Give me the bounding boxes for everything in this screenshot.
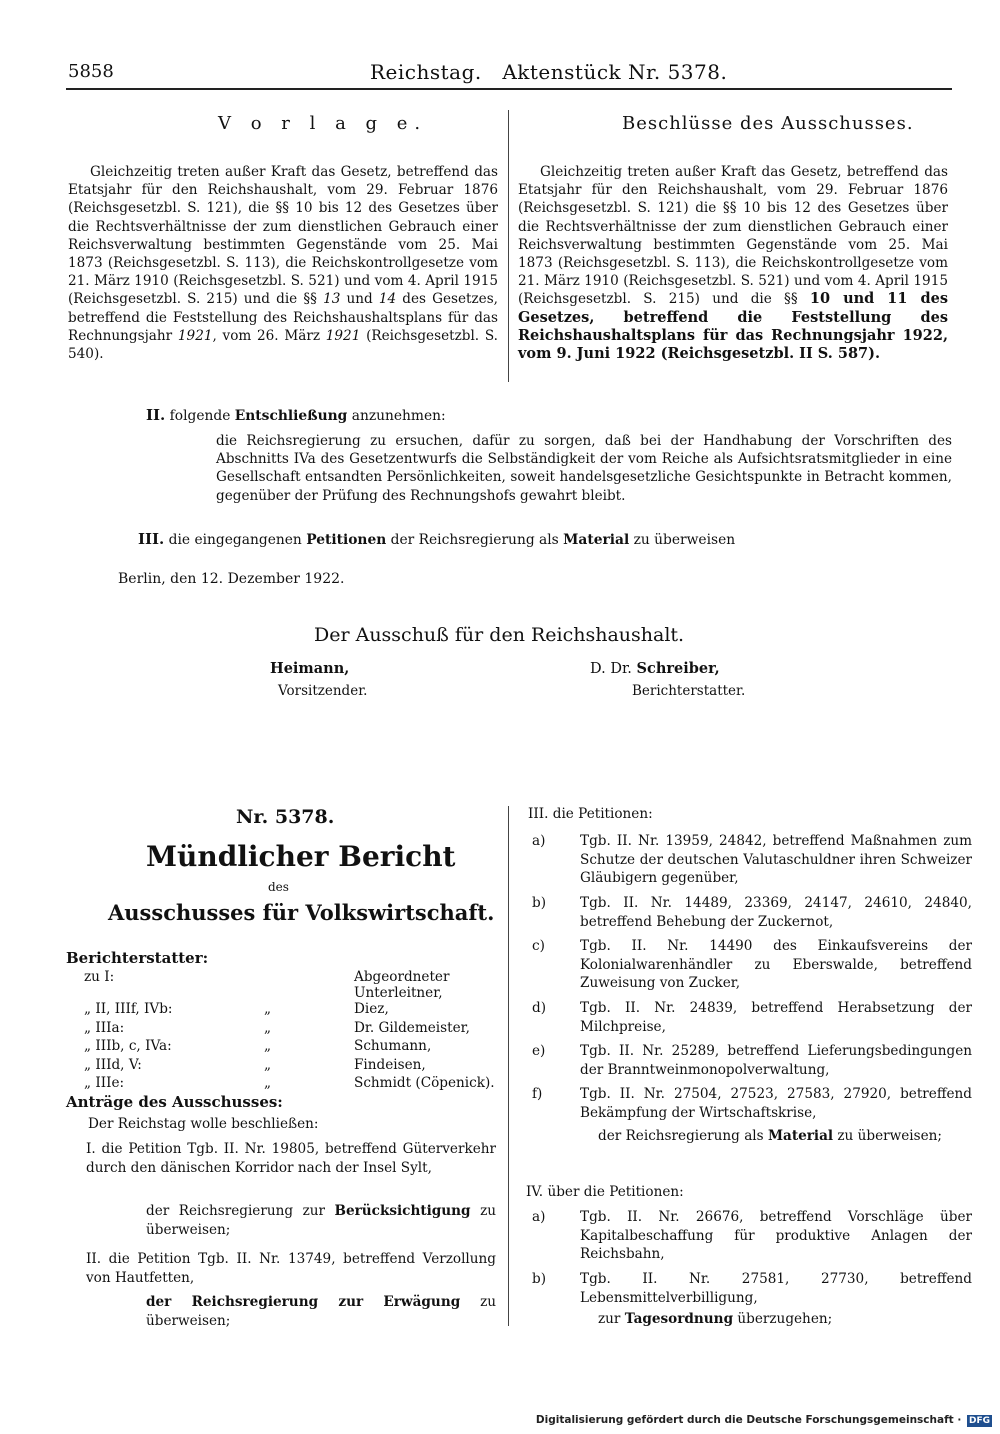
vorlage-heading: V o r l a g e.: [218, 113, 428, 134]
section-iii-numeral: III.: [138, 530, 165, 548]
section-iii-text-c: zu überweisen: [629, 532, 736, 548]
petition-item: [532, 937, 972, 993]
petition-letter: e): [532, 1043, 546, 1059]
item-iii-c-a: der Reichsregierung als: [598, 1128, 768, 1144]
item-iv-conclusion: [598, 1310, 948, 1329]
report-committee: Ausschusses für Volkswirtschaft.: [108, 900, 495, 925]
item-ii-c-b: zu überweisen;: [146, 1294, 496, 1329]
item-i-c-b: zu überweisen;: [146, 1203, 496, 1238]
rapporteur-ditto: „: [264, 1056, 272, 1073]
place-date: Berlin, den 12. Dezember 1922.: [118, 571, 345, 587]
item-ii-c-bold: der Reichsregierung zur Erwägung: [146, 1294, 461, 1310]
page-number: 5858: [68, 61, 114, 82]
vorlage-text-1: Gleichzeitig treten außer Kraft das Gesetz, betreffend das Etatsjahr für den Reichshaushalt, vom 29. Februar 1876 (Reichsgesetzbl. S. 121), die §§ 10 bis 12 des Gesetzes über die Rechtsverhältnisse der zum dienstlichen Gebrauch einer Reichsverwaltung bestimmten Gegenstände vom 25. Mai 1873 (Reichsgesetzbl. S. 113), die Reichskontrollgesetze vom 21. März 1910 (Reichsgesetzbl. S. 521) und vom 4. April 1915 (Reichsgesetzbl. S. 215) und die §§: [68, 164, 498, 308]
petition-text: Tgb. II. Nr. 13959, 24842, betreffend Maßnahmen zum Schutze der deutschen Valutaschuldner ihren Schweizer Gläubigern gegenüber,: [580, 833, 972, 887]
rapporteur-name-cell: Schmidt (Cöpenick).: [354, 1075, 495, 1092]
section-iii-bold-a: Petitionen: [306, 532, 387, 548]
petition-letter: b): [532, 895, 547, 911]
rapporteurs-heading: Berichterstatter:: [66, 949, 209, 967]
rapporteur-role: Berichterstatter.: [632, 683, 746, 699]
petition-text: Tgb. II. Nr. 26676, betreffend Vorschläge über Kapitalbeschaffung für produktive Anlagen der Reichsbahn,: [580, 1209, 972, 1263]
vorlage-italic-13: 13: [323, 291, 341, 308]
petition-item: [532, 1042, 972, 1079]
committee-name: Der Ausschuß für den Reichshaushalt.: [314, 624, 685, 646]
rapporteur-name-cell: Dr. Gildemeister,: [354, 1019, 470, 1036]
petition-item: [532, 1270, 972, 1307]
petition-letter: c): [532, 938, 545, 954]
petition-text: Tgb. II. Nr. 25289, betreffend Lieferungsbedingungen der Branntweinmonopolverwaltung,: [580, 1043, 972, 1078]
petition-item: [532, 832, 972, 888]
report-number: Nr. 5378.: [236, 806, 335, 828]
petition-item: [532, 999, 972, 1036]
vorlage-paragraph: [68, 163, 498, 363]
rapporteur-ref: „ IIIe:: [84, 1075, 125, 1092]
item-iii-c-b: zu überweisen;: [833, 1128, 943, 1144]
petition-text: Tgb. II. Nr. 24839, betreffend Herabsetzung der Milchpreise,: [580, 1000, 972, 1035]
item-iv-heading: IV. über die Petitionen:: [526, 1184, 684, 1200]
section-ii-numeral: II.: [146, 406, 166, 424]
section-ii-text-a: folgende: [169, 408, 235, 424]
rapporteur-ref: „ IIIb, c, IVa:: [84, 1038, 172, 1055]
item-ii-text: II. die Petition Tgb. II. Nr. 13749, betreffend Verzollung von Hautfetten,: [86, 1251, 496, 1286]
rapporteur-ref: „ IIId, V:: [84, 1056, 142, 1073]
item-ii-conclusion: [146, 1293, 496, 1330]
item-iv-c-b: überzugehen;: [733, 1311, 833, 1327]
vorlage-italic-year: 1921: [177, 327, 213, 344]
section-ii-text-b: anzunehmen:: [347, 408, 446, 424]
vorlage-italic-14: 14: [378, 291, 397, 308]
petition-letter: a): [532, 833, 546, 849]
section-iii: [138, 530, 735, 548]
rapporteurs-table: [84, 969, 534, 1094]
petition-text: Tgb. II. Nr. 27581, 27730, betreffend Lebensmittelverbilligung,: [580, 1271, 972, 1306]
rapporteur-ref: „ IIIa:: [84, 1019, 125, 1036]
rapporteur-ref: zu I:: [84, 969, 115, 985]
column-separator: [508, 110, 509, 382]
rapporteur-row: [84, 969, 534, 1001]
item-i-conclusion: [146, 1202, 496, 1239]
vorlage-text-5: (Reichsgesetzbl. S. 540).: [68, 327, 498, 363]
chair-name: Heimann,: [270, 660, 350, 677]
report-des: des: [268, 880, 289, 894]
petition-item: [532, 1085, 972, 1122]
item-iii-conclusion: [598, 1127, 948, 1146]
petition-letter: b): [532, 1271, 547, 1287]
petition-letter: d): [532, 1000, 547, 1016]
running-title: Reichstag. Aktenstück Nr. 5378.: [370, 60, 728, 84]
rapporteur-name-cell: Findeisen,: [354, 1056, 426, 1073]
motions-intro: Der Reichstag wolle beschließen:: [88, 1116, 319, 1132]
rapporteur-signature: [590, 660, 720, 677]
item-i-c-a: der Reichsregierung zur: [146, 1203, 335, 1219]
item-i-c-bold: Berücksichtigung: [334, 1203, 471, 1219]
petition-letter: f): [532, 1086, 543, 1102]
vorlage-text-2: und: [340, 291, 379, 308]
rapporteur-ditto: „: [264, 1075, 272, 1092]
rapporteur-prefix: D. Dr.: [590, 661, 637, 677]
rapporteur-name-cell: Abgeordneter Unterleitner,: [354, 969, 450, 1001]
beschluesse-heading: Beschlüsse des Ausschusses.: [622, 113, 914, 134]
section-iii-bold-b: Material: [563, 532, 630, 548]
item-iii-heading: III. die Petitionen:: [528, 806, 653, 822]
item-i-text: I. die Petition Tgb. II. Nr. 19805, betreffend Güterverkehr durch den dänischen Korridor nach der Insel Sylt,: [86, 1141, 496, 1176]
dfg-logo: DFG: [968, 1416, 990, 1426]
rapporteur-row: [84, 1020, 534, 1039]
rapporteur-name-cell: Schumann,: [354, 1038, 432, 1055]
petition-text: Tgb. II. Nr. 14490 des Einkaufsvereins der Kolonialwarenhändler zu Eberswalde, betreffend Zuweisung von Zucker,: [580, 938, 972, 992]
section-ii-bold: Entschließung: [234, 408, 348, 424]
rapporteur-row: [84, 1038, 534, 1057]
vorlage-text-4: , vom 26. März: [212, 327, 326, 344]
footer-text: Digitalisierung gefördert durch die Deutsche Forschungsgemeinschaft: [535, 1414, 954, 1426]
rapporteur-ditto: „: [264, 1001, 272, 1017]
rapporteur-name-cell: Diez,: [354, 1001, 389, 1017]
petition-text: Tgb. II. Nr. 14489, 23369, 24147, 24610, 24840, betreffend Behebung der Zuckernot,: [580, 895, 972, 930]
beschluesse-paragraph: [518, 163, 948, 363]
item-iii-c-bold: Material: [767, 1128, 834, 1144]
motions-heading: Anträge des Ausschusses:: [66, 1093, 283, 1111]
rapporteur-ditto: „: [264, 1038, 272, 1055]
petition-item: [532, 1208, 972, 1264]
rapporteur-row: [84, 1001, 534, 1020]
rapporteur-row: [84, 1057, 534, 1076]
vorlage-italic-year-2: 1921: [325, 327, 361, 344]
rapporteur-name: Schreiber,: [636, 660, 720, 677]
vorlage-text-3: des Gesetzes, betreffend die Feststellung des Reichshaushaltsplans für das Rechnungsjahr: [68, 291, 498, 344]
item-iv-c-a: zur: [598, 1311, 625, 1327]
chair-role: Vorsitzender.: [278, 683, 368, 699]
rapporteur-ref: „ II, IIIf, IVb:: [84, 1001, 173, 1017]
beschluesse-text-1: Gleichzeitig treten außer Kraft das Gesetz, betreffend das Etatsjahr für den Reichshaushalt, vom 29. Februar 1876 (Reichsgesetzbl. S. 121) die §§ 10 bis 12 des Gesetzes über die Rechtsverhältnisse der zum dienstlichen Gebrauch einer Reichsverwaltung bestimmten Gegenstände vom 25. Mai 1873 (Reichsgesetzbl. S. 113), die Reichskontrollgesetze vom 21. März 1910 (Reichsgesetzbl. S. 521) und vom 4. April 1915 (Reichsgesetzbl. S. 215) und die §§: [518, 164, 948, 308]
section-iii-text-b: der Reichsregierung als: [386, 532, 564, 548]
header-rule: [66, 88, 952, 90]
section-ii-body: die Reichsregierung zu ersuchen, dafür zu sorgen, daß bei der Handhabung der Vorschriften des Abschnitts IVa des Gesetzentwurfs die Selbständigkeit der vom Reiche als Aufsichtsratsmitglieder in eine Gesellschaft entsandten Persönlichkeiten, soweit handelsgesetzliche Gesichtspunkte in Betracht kommen, gegenüber der Prüfung des Rechnungshofs gewahrt bleibt.: [216, 433, 952, 504]
petition-letter: a): [532, 1209, 546, 1225]
section-ii-intro: [146, 406, 446, 424]
report-title: Mündlicher Bericht: [146, 840, 456, 873]
beschluesse-bold-text: 10 und 11 des Gesetzes, betreffend die Feststellung des Reichshaushaltsplans für das Rechnungsjahr 1922, vom 9. Juni 1922 (Reichsgesetzbl. II S. 587).: [518, 290, 948, 363]
section-iii-text-a: die eingegangenen: [168, 532, 307, 548]
petition-text: Tgb. II. Nr. 27504, 27523, 27583, 27920, betreffend Bekämpfung der Wirtschaftskrise,: [580, 1086, 972, 1121]
rapporteur-row: [84, 1075, 534, 1094]
petition-item: [532, 894, 972, 931]
item-iv-c-bold: Tagesordnung: [624, 1311, 734, 1327]
footer-credit: Digitalisierung gefördert durch die Deutsche Forschungsgemeinschaft · DFG: [535, 1414, 990, 1426]
rapporteur-ditto: „: [264, 1019, 272, 1036]
rapporteur-ditto: [220, 969, 354, 1001]
